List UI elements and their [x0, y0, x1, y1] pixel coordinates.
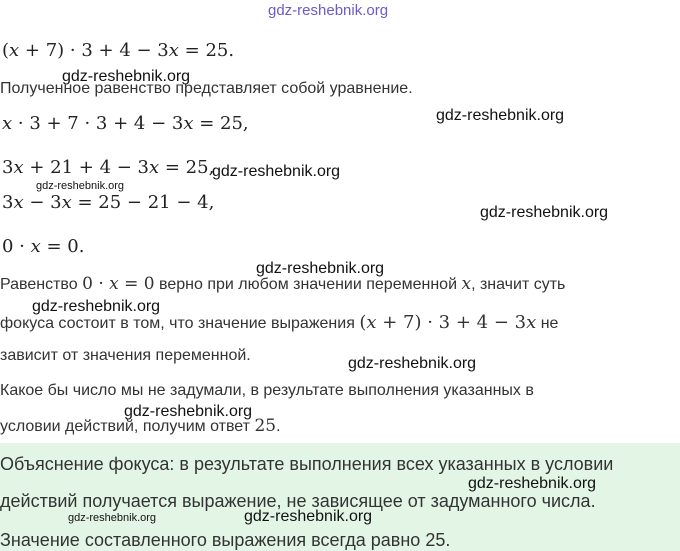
p1-math-1: 0 · x = 0: [82, 274, 155, 294]
watermark: gdz-reshebnik.org: [348, 355, 477, 372]
p2-text-b: не: [540, 315, 559, 332]
watermark: gdz-reshebnik.org: [212, 163, 341, 180]
paragraph-line-3: зависит от значения переменной.: [0, 347, 251, 364]
watermark: gdz-reshebnik.org: [436, 107, 565, 124]
watermark: gdz-reshebnik.org: [32, 298, 161, 315]
p1-text-a: Равенство: [0, 276, 78, 293]
equation-5: 0 · x = 0.: [2, 236, 85, 257]
callout-line-3: Значение составленного выражения всегда равно 25.: [0, 530, 451, 550]
watermark-small: gdz-reshebnik.org: [68, 512, 157, 524]
equation-1: (x + 7) · 3 + 4 − 3x = 25.: [2, 40, 235, 61]
p2-text-a: фокуса состоит в том, что значение выражения: [0, 315, 355, 332]
p5-text-a: условии действий, получим ответ: [0, 418, 250, 435]
watermark: gdz-reshebnik.org: [468, 475, 597, 492]
equation-4: 3x − 3x = 25 − 21 − 4,: [2, 192, 215, 213]
p1-text-c: , значит суть: [471, 276, 566, 293]
callout-line-2: действий получается выражение, не зависящее от задуманного числа.: [0, 491, 596, 511]
watermark: gdz-reshebnik.org: [62, 68, 191, 85]
watermark: gdz-reshebnik.org: [256, 260, 385, 277]
p2-math: (x + 7) · 3 + 4 − 3x: [359, 312, 537, 333]
callout-line-1: Объяснение фокуса: в результате выполнения всех указанных в условии: [0, 454, 614, 474]
watermark-small: gdz-reshebnik.org: [36, 180, 125, 192]
paragraph-line-1: [0, 274, 565, 294]
watermark-top: gdz-reshebnik.org: [268, 2, 389, 19]
equation-2: x · 3 + 7 · 3 + 4 − 3x = 25,: [2, 113, 249, 134]
paragraph-line-5: [0, 416, 281, 436]
p5-math: 25: [254, 416, 277, 436]
watermark: gdz-reshebnik.org: [244, 508, 373, 525]
watermark: gdz-reshebnik.org: [480, 204, 609, 221]
p1-math-2: x: [461, 274, 472, 294]
paragraph-line-2: [0, 312, 558, 333]
p5-text-b: .: [276, 418, 281, 435]
text-equation-note: Полученное равенство представляет собой уравнение.: [0, 80, 413, 97]
paragraph-line-4: Какое бы число мы не задумали, в результате выполнения указанных в: [0, 382, 534, 399]
equation-3: 3x + 21 + 4 − 3x = 25,: [2, 157, 215, 178]
p1-text-b: верно при любом значении переменной: [159, 276, 458, 293]
watermark: gdz-reshebnik.org: [124, 403, 253, 420]
